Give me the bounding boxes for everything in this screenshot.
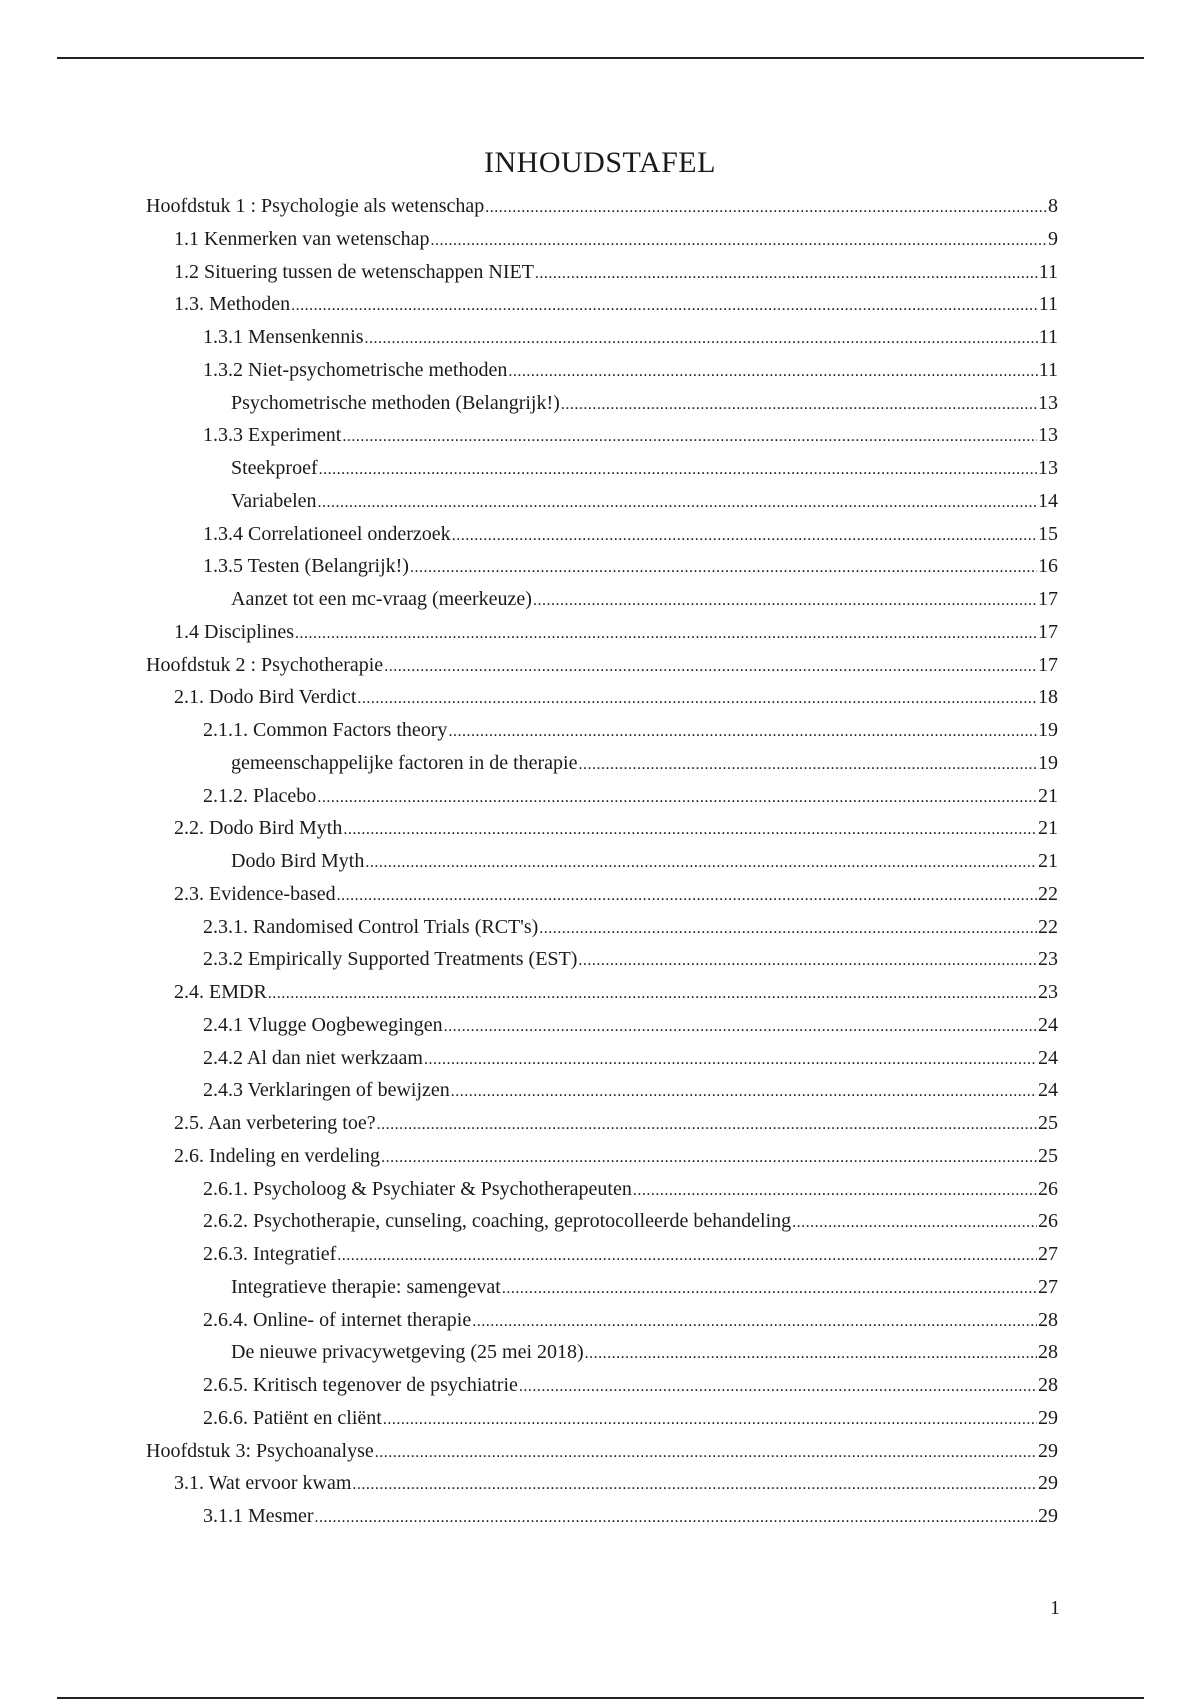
toc-entry[interactable] [146, 1009, 1058, 1042]
toc-entry-label: 2.1. Dodo Bird Verdict [174, 686, 357, 709]
toc-entry-page: 28 [1038, 1341, 1058, 1364]
toc-entry-label: 2.4.1 Vlugge Oogbewegingen [203, 1013, 443, 1036]
toc-entry-label: 1.3.4 Correlationeel onderzoek [203, 522, 451, 545]
toc-entry-page: 22 [1038, 882, 1058, 905]
toc-dot-leader [561, 389, 1037, 422]
toc-entry-label: 1.4 Disciplines [174, 620, 294, 643]
toc-dot-leader [579, 749, 1038, 782]
toc-dot-leader [633, 1175, 1037, 1208]
toc-entry[interactable] [146, 387, 1058, 420]
toc-entry[interactable] [146, 1336, 1058, 1369]
toc-entry[interactable] [146, 223, 1058, 256]
toc-entry-page: 17 [1038, 588, 1058, 610]
toc-entry-label: 2.1.2. Placebo [203, 784, 317, 807]
toc-entry-label: Psychometrische methoden (Belangrijk!) [231, 391, 560, 414]
toc-entry[interactable] [146, 1173, 1058, 1206]
toc-entry-label: De nieuwe privacywetgeving (25 mei 2018) [231, 1341, 584, 1364]
toc-entry-page: 22 [1038, 915, 1058, 938]
toc-entry[interactable] [146, 1500, 1058, 1533]
toc-dot-leader [384, 651, 1037, 684]
toc-entry-page: 28 [1038, 1374, 1058, 1396]
toc-entry-label: 1.1 Kenmerken van wetenschap [174, 227, 430, 250]
toc-entry-label: 2.1.1. Common Factors theory [203, 719, 448, 741]
toc-entry[interactable] [146, 1074, 1058, 1107]
toc-entry-label: 2.6.1. Psycholoog & Psychiater & Psychotherapeuten [203, 1177, 632, 1200]
toc-dot-leader [268, 978, 1037, 1011]
toc-entry[interactable] [146, 747, 1058, 780]
toc-entry-label: 2.6.6. Patiënt en cliënt [203, 1406, 382, 1429]
toc-entry-page: 11 [1038, 293, 1058, 316]
toc-dot-leader [472, 1306, 1037, 1339]
toc-entry[interactable] [146, 321, 1058, 354]
footer-rule [57, 1697, 1144, 1699]
toc-entry[interactable] [146, 518, 1058, 551]
toc-entry[interactable] [146, 714, 1058, 747]
toc-dot-leader [502, 1273, 1037, 1306]
toc-dot-leader [343, 814, 1037, 847]
toc-entry-label: 2.3.2 Empirically Supported Treatments (EST) [203, 948, 578, 971]
toc-entry-label: Steekproef [231, 457, 318, 479]
toc-entry[interactable] [146, 878, 1058, 911]
toc-entry[interactable] [146, 812, 1058, 845]
toc-entry-page: 24 [1038, 1013, 1058, 1036]
toc-entry-label: 2.2. Dodo Bird Myth [174, 817, 343, 840]
toc-entry[interactable] [146, 845, 1058, 878]
toc-dot-leader [357, 683, 1037, 716]
toc-entry[interactable] [146, 1402, 1058, 1435]
toc-entry-label: gemeenschappelijke factoren in de therapie [231, 751, 578, 774]
toc-dot-leader [430, 225, 1047, 258]
toc-entry-label: 2.6.4. Online- of internet therapie [203, 1308, 472, 1331]
toc-entry[interactable] [146, 649, 1058, 682]
toc-dot-leader [410, 552, 1037, 585]
toc-dot-leader [448, 716, 1037, 749]
toc-entry-page: 23 [1038, 948, 1058, 971]
toc-entry-label: Variabelen [231, 489, 317, 512]
toc-entry-page: 11 [1038, 326, 1058, 348]
toc-entry-label: 2.6.2. Psychotherapie, cunseling, coaching, geprotocolleerde behandeling [203, 1210, 792, 1233]
toc-entry-page: 17 [1038, 620, 1058, 643]
toc-entry[interactable] [146, 1369, 1058, 1402]
toc-dot-leader [424, 1044, 1037, 1077]
toc-dot-leader [295, 618, 1037, 651]
toc-entry-label: Hoofdstuk 3: Psychoanalyse [146, 1439, 374, 1462]
toc-entry[interactable] [146, 1435, 1058, 1468]
toc-entry-page: 9 [1048, 227, 1058, 250]
toc-dot-leader [375, 1437, 1037, 1470]
toc-entry[interactable] [146, 1271, 1058, 1304]
toc-dot-leader [319, 454, 1037, 487]
toc-dot-leader [315, 1502, 1037, 1535]
toc-entry[interactable] [146, 616, 1058, 649]
toc-entry-page: 29 [1038, 1472, 1058, 1495]
toc-dot-leader [337, 880, 1037, 913]
toc-entry[interactable] [146, 288, 1058, 321]
toc-entry[interactable] [146, 1467, 1058, 1500]
toc-entry-label: Hoofdstuk 2 : Psychotherapie [146, 653, 384, 676]
toc-entry[interactable] [146, 1107, 1058, 1140]
toc-entry[interactable] [146, 681, 1058, 714]
toc-dot-leader [451, 1076, 1037, 1109]
toc-entry-label: 2.6.5. Kritisch tegenover de psychiatrie [203, 1374, 518, 1396]
toc-dot-leader [342, 421, 1037, 454]
toc-dot-leader [535, 258, 1038, 291]
toc-dot-leader [365, 323, 1038, 356]
toc-entry-page: 26 [1038, 1210, 1058, 1233]
toc-entry-page: 11 [1038, 358, 1058, 381]
toc-entry-label: 2.5. Aan verbetering toe? [174, 1112, 376, 1134]
toc-entry-label: 3.1.1 Mesmer [203, 1505, 314, 1527]
toc-entry-page: 27 [1038, 1275, 1058, 1298]
toc-entry-label: 2.6.3. Integratief [203, 1243, 337, 1265]
toc-dot-leader [519, 1371, 1037, 1404]
toc-entry-label: 2.3.1. Randomised Control Trials (RCT's) [203, 915, 539, 938]
toc-entry[interactable] [146, 256, 1058, 289]
toc-dot-leader [317, 782, 1037, 815]
toc-entry[interactable] [146, 354, 1058, 387]
toc-entry-page: 24 [1038, 1046, 1058, 1069]
toc-entry-page: 26 [1038, 1177, 1058, 1200]
toc-entry-page: 27 [1038, 1243, 1058, 1265]
toc-entry-page: 11 [1038, 260, 1058, 283]
toc-entry-page: 21 [1038, 784, 1058, 807]
toc-entry-label: 1.3. Methoden [174, 293, 291, 316]
toc-entry-label: Aanzet tot een mc-vraag (meerkeuze) [231, 588, 532, 610]
toc-entry-label: 2.3. Evidence-based [174, 882, 336, 905]
toc-entry-label: 2.4.3 Verklaringen of bewijzen [203, 1079, 450, 1102]
toc-entry-label: Hoofdstuk 1 : Psychologie als wetenschap [146, 195, 485, 217]
toc-entry-label: 1.2 Situering tussen de wetenschappen NIET [174, 260, 534, 283]
toc-entry-label: 3.1. Wat ervoor kwam [174, 1472, 352, 1495]
toc-dot-leader [381, 1142, 1037, 1175]
toc-entry-page: 13 [1038, 424, 1058, 447]
toc-entry-page: 23 [1038, 981, 1058, 1003]
toc-entry-page: 8 [1048, 195, 1058, 217]
toc-entry-label: 1.3.1 Mensenkennis [203, 326, 364, 348]
toc-entry[interactable] [146, 1238, 1058, 1271]
toc-entry-page: 14 [1038, 489, 1058, 512]
toc-entry[interactable] [146, 485, 1058, 518]
toc-dot-leader [533, 585, 1037, 618]
toc-entry-label: Integratieve therapie: samengevat [231, 1275, 501, 1298]
toc-entry[interactable] [146, 550, 1058, 583]
toc-entry-label: 1.3.5 Testen (Belangrijk!) [203, 555, 409, 578]
table-of-contents [146, 190, 1058, 1533]
toc-entry[interactable] [146, 1140, 1058, 1173]
toc-entry[interactable] [146, 190, 1058, 223]
toc-entry-page: 13 [1038, 457, 1058, 479]
toc-entry[interactable] [146, 1042, 1058, 1075]
toc-entry-label: 2.6. Indeling en verdeling [174, 1144, 381, 1167]
toc-dot-leader [318, 487, 1037, 520]
toc-entry-page: 29 [1038, 1505, 1058, 1527]
toc-dot-leader [444, 1011, 1037, 1044]
toc-entry[interactable] [146, 1205, 1058, 1238]
toc-dot-leader [792, 1207, 1037, 1240]
page-title: INHOUDSTAFEL [484, 146, 716, 179]
toc-entry-label: 2.4.2 Al dan niet werkzaam [203, 1046, 423, 1069]
toc-entry-page: 24 [1038, 1079, 1058, 1102]
toc-entry-page: 16 [1038, 555, 1058, 578]
toc-entry-page: 21 [1038, 817, 1058, 840]
toc-dot-leader [508, 356, 1037, 389]
toc-entry-page: 29 [1038, 1439, 1058, 1462]
toc-entry-page: 21 [1038, 850, 1058, 872]
toc-entry-page: 19 [1038, 751, 1058, 774]
toc-entry[interactable] [146, 976, 1058, 1009]
page-number: 1 [1050, 1597, 1060, 1619]
toc-entry[interactable] [146, 583, 1058, 616]
toc-entry-page: 25 [1038, 1144, 1058, 1167]
toc-entry[interactable] [146, 1304, 1058, 1337]
toc-entry-page: 25 [1038, 1112, 1058, 1134]
toc-entry[interactable] [146, 452, 1058, 485]
toc-entry-label: 1.3.3 Experiment [203, 424, 342, 447]
toc-entry-page: 15 [1038, 522, 1058, 545]
toc-dot-leader [539, 913, 1037, 946]
toc-dot-leader [337, 1240, 1037, 1273]
toc-entry-label: 2.4. EMDR [174, 981, 267, 1003]
toc-dot-leader [585, 1338, 1037, 1371]
toc-entry-page: 17 [1038, 653, 1058, 676]
toc-dot-leader [383, 1404, 1037, 1437]
toc-dot-leader [485, 192, 1047, 225]
toc-entry[interactable] [146, 943, 1058, 976]
toc-dot-leader [352, 1469, 1037, 1502]
toc-dot-leader [452, 520, 1037, 553]
toc-entry-label: 1.3.2 Niet-psychometrische methoden [203, 358, 508, 381]
toc-dot-leader [377, 1109, 1037, 1142]
toc-entry-page: 19 [1038, 719, 1058, 741]
toc-entry[interactable] [146, 419, 1058, 452]
toc-dot-leader [291, 290, 1038, 323]
toc-entry-page: 28 [1038, 1308, 1058, 1331]
toc-dot-leader [365, 847, 1037, 880]
toc-dot-leader [578, 945, 1037, 978]
toc-entry-label: Dodo Bird Myth [231, 850, 365, 872]
header-rule [57, 57, 1144, 59]
toc-entry-page: 13 [1038, 391, 1058, 414]
toc-entry[interactable] [146, 911, 1058, 944]
toc-entry-page: 29 [1038, 1406, 1058, 1429]
toc-entry[interactable] [146, 780, 1058, 813]
toc-entry-page: 18 [1038, 686, 1058, 709]
